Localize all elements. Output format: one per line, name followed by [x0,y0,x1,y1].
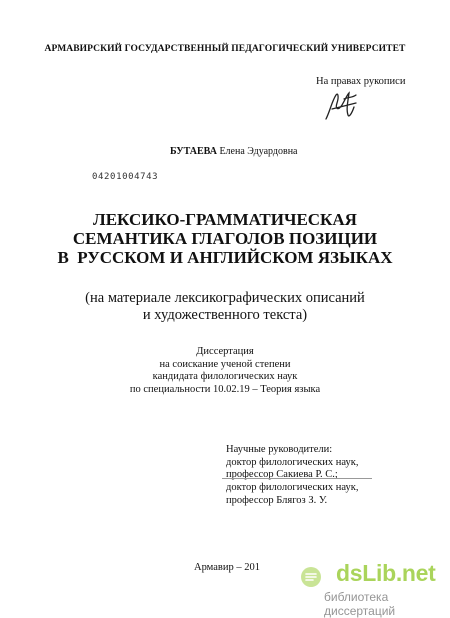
subtitle-line-2: и художественного текста) [142,307,308,323]
dissertation-title [0,210,450,267]
title-line-1: ЛЕКСИКО-ГРАММАТИЧЕСКАЯ [93,210,357,229]
degree-line-4: по специальности 10.02.19 – Теория языка [129,383,321,395]
author-surname: БУТАЕВА [170,146,217,157]
advisors-block-2 [226,482,359,507]
advisor-1-name: профессор Сакиева Р. С.; [226,469,338,481]
subtitle-line-1: (на материале лексикографических описаний [85,290,365,306]
advisors-block [226,444,359,482]
degree-line-1: Диссертация [196,346,254,357]
title-line-2: СЕМАНТИКА ГЛАГОЛОВ ПОЗИЦИИ [72,229,378,248]
degree-line-3: кандидата филологических наук [152,371,298,383]
handwritten-signature [322,89,362,123]
city-year: Армавир – 201 [194,562,260,573]
watermark-badge-icon [300,566,322,588]
author-name [170,146,297,157]
university-name: АРМАВИРСКИЙ ГОСУДАРСТВЕННЫЙ ПЕДАГОГИЧЕСКИЙ УНИВЕРСИТЕТ [44,44,406,54]
advisor-1-degree: доктор филологических наук, [226,456,359,468]
dissertation-subtitle [0,290,450,324]
library-stamp-code: 04201004743 [92,172,159,182]
advisors-divider [222,478,372,479]
title-line-3: В РУССКОМ И АНГЛИЙСКОМ ЯЗЫКАХ [57,248,393,267]
advisor-2-degree: доктор филологических наук, [226,482,359,493]
advisor-2-name: профессор Блягоз З. У. [226,494,328,506]
watermark-tagline: библиотека диссертаций [324,590,396,618]
watermark-logo[interactable]: dsLib.net [336,560,436,586]
degree-info [0,346,450,396]
degree-line-2: на соискание ученой степени [159,358,291,370]
manuscript-note: На правах рукописи [316,76,406,87]
author-given-names: Елена Эдуардовна [219,146,298,157]
advisors-heading: Научные руководители: [226,444,333,455]
